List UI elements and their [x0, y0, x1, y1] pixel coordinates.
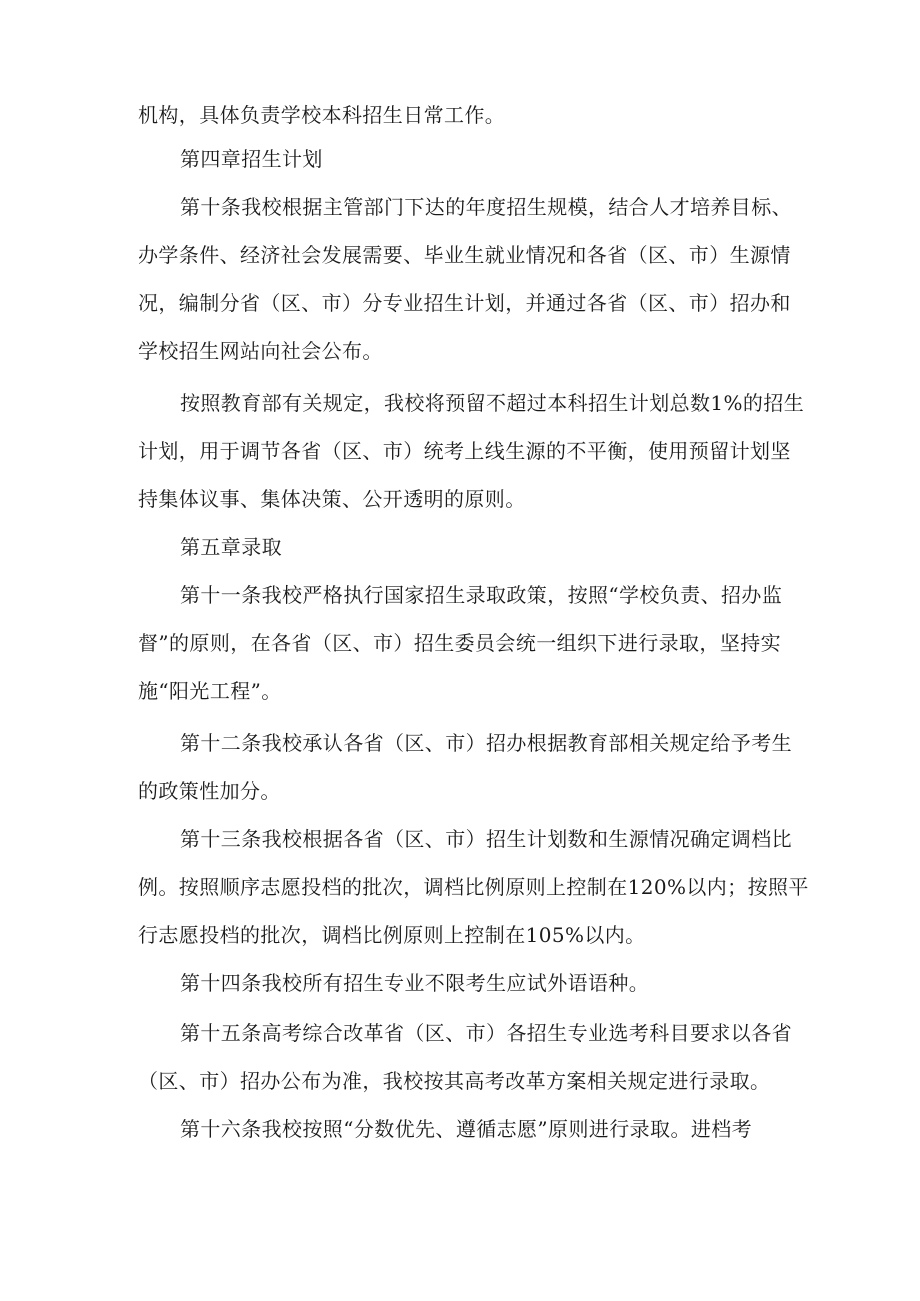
text-line: 持集体议事、集体决策、公开透明的原则。 — [138, 487, 526, 511]
text-line: （区、市）招办公布为准，我校按其高考改革方案相关规定进行录取。 — [138, 1069, 771, 1093]
text-line: 第十条我校根据主管部门下达的年度招生规模，结合人才培养目标、 — [180, 195, 792, 219]
text-line: 施“阳光工程”。 — [138, 679, 282, 703]
text-line: 的政策性加分。 — [138, 779, 281, 803]
text-line: 况，编制分省（区、市）分专业招生计划，并通过各省（区、市）招办和 — [138, 291, 791, 315]
text-line: 第十二条我校承认各省（区、市）招办根据教育部相关规定给予考生 — [180, 731, 792, 755]
text-line: 第十五条高考综合改革省（区、市）各招生专业选考科目要求以各省 — [180, 1021, 792, 1045]
chapter-heading: 第五章录取 — [180, 535, 282, 559]
text-line: 按照教育部有关规定，我校将预留不超过本科招生计划总数1%的招生 — [180, 391, 805, 415]
text-line: 计划，用于调节各省（区、市）统考上线生源的不平衡，使用预留计划坚 — [138, 439, 791, 463]
text-line: 第十三条我校根据各省（区、市）招生计划数和生源情况确定调档比 — [180, 827, 792, 851]
text-line: 例。按照顺序志愿投档的批次，调档比例原则上控制在120%以内；按照平 — [138, 875, 809, 899]
text-line: 第十六条我校按照“分数优先、遵循志愿”原则进行录取。进档考 — [180, 1117, 753, 1141]
text-line: 学校招生网站向社会公布。 — [138, 339, 383, 363]
text-line: 行志愿投档的批次，调档比例原则上控制在105%以内。 — [138, 923, 646, 947]
text-line: 第十一条我校严格执行国家招生录取政策，按照“学校负责、招办监 — [180, 583, 783, 607]
text-line: 督”的原则，在各省（区、市）招生委员会统一组织下进行录取，坚持实 — [138, 631, 782, 655]
text-line: 机构，具体负责学校本科招生日常工作。 — [138, 103, 506, 127]
text-line: 办学条件、经济社会发展需要、毕业生就业情况和各省（区、市）生源情 — [138, 243, 791, 267]
chapter-heading: 第四章招生计划 — [180, 147, 323, 171]
text-line: 第十四条我校所有招生专业不限考生应试外语语种。 — [180, 971, 650, 995]
